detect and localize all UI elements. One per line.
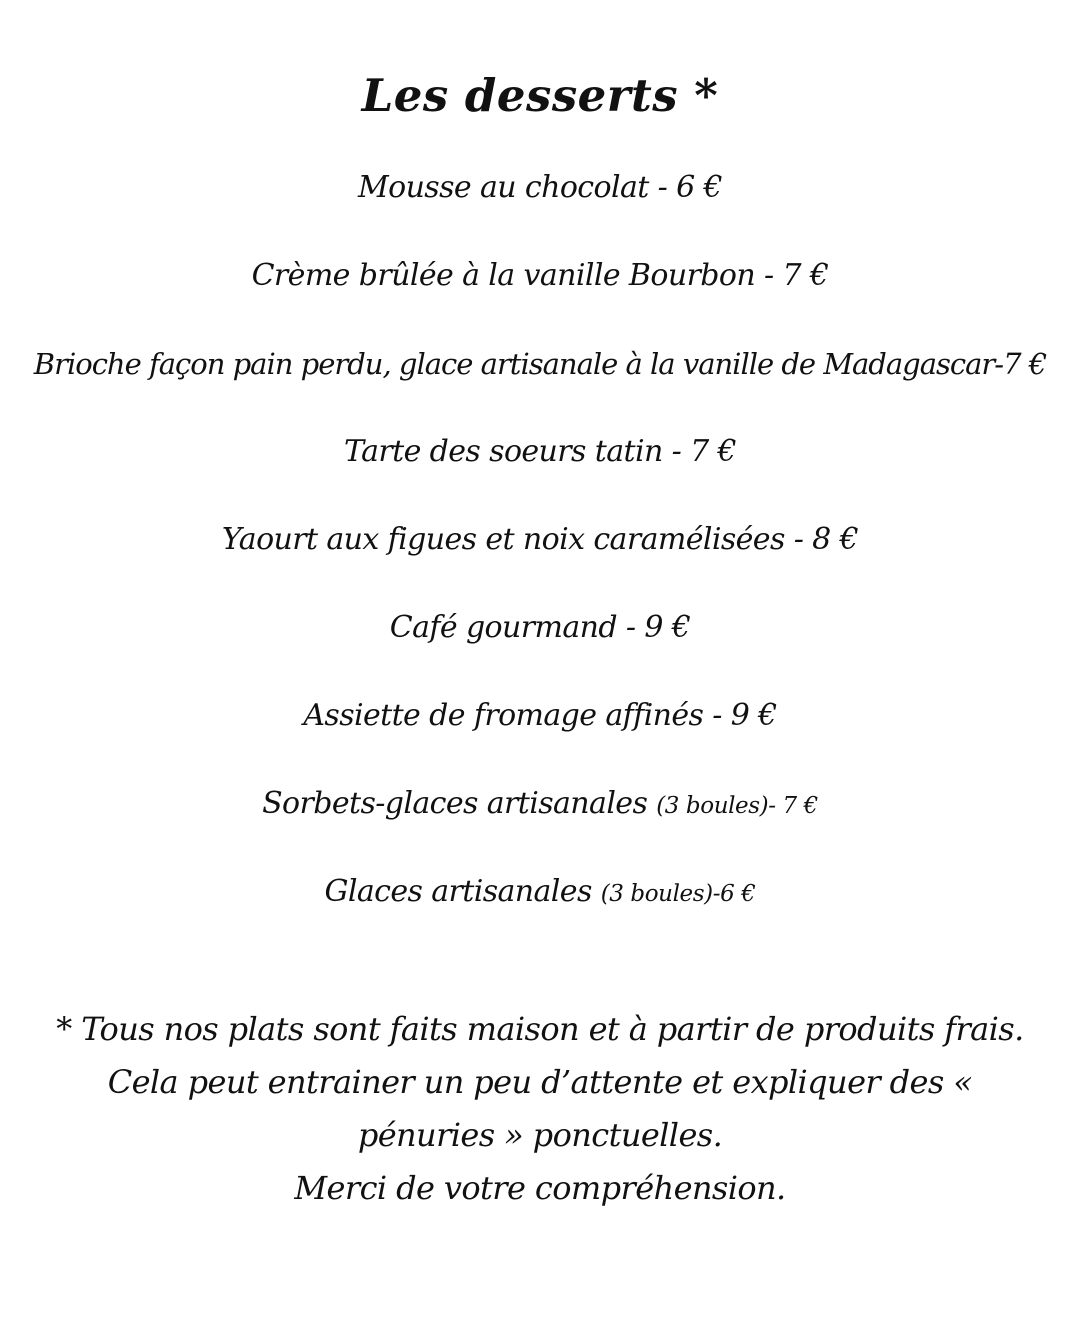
menu-item (0, 254, 1080, 342)
menu-item (0, 782, 1080, 870)
footnote-line: * Tous nos plats sont faits maison et à partir de produits frais. (56, 1010, 1024, 1048)
menu-item (0, 342, 1080, 430)
menu-item-detail: (3 boules)- 7 € (656, 793, 818, 819)
menu-item-text: Mousse au chocolat - 6 € (357, 170, 723, 205)
menu-item-text: Glaces artisanales (324, 874, 601, 909)
menu-item (0, 694, 1080, 782)
menu-item (0, 166, 1080, 254)
menu-item (0, 870, 1080, 958)
menu-item (0, 518, 1080, 606)
menu-item-text: Crème brûlée à la vanille Bourbon - 7 € (251, 258, 829, 293)
menu-item-text: Sorbets-glaces artisanales (262, 786, 657, 821)
menu-item-detail: (3 boules)-6 € (600, 881, 756, 907)
menu-item (0, 430, 1080, 518)
dessert-list (0, 166, 1080, 958)
menu-item-text: Tarte des soeurs tatin - 7 € (344, 434, 736, 469)
footnote (0, 1003, 1080, 1215)
footnote-line: Cela peut entrainer un peu d’attente et expliquer des « (107, 1063, 973, 1101)
menu-item-text: Café gourmand - 9 € (389, 610, 691, 645)
menu-item (0, 606, 1080, 694)
menu-title: Les desserts * (361, 69, 719, 123)
menu-item-text: Assiette de fromage affinés - 9 € (303, 698, 777, 733)
menu-item-text: Brioche façon pain perdu, glace artisanale à la vanille de Madagascar-7 € (33, 347, 1047, 381)
menu-item-text: Yaourt aux figues et noix caramélisées - 8 € (221, 522, 859, 557)
footnote-line: Merci de votre compréhension. (294, 1169, 786, 1207)
footnote-line: pénuries » ponctuelles. (357, 1116, 723, 1154)
